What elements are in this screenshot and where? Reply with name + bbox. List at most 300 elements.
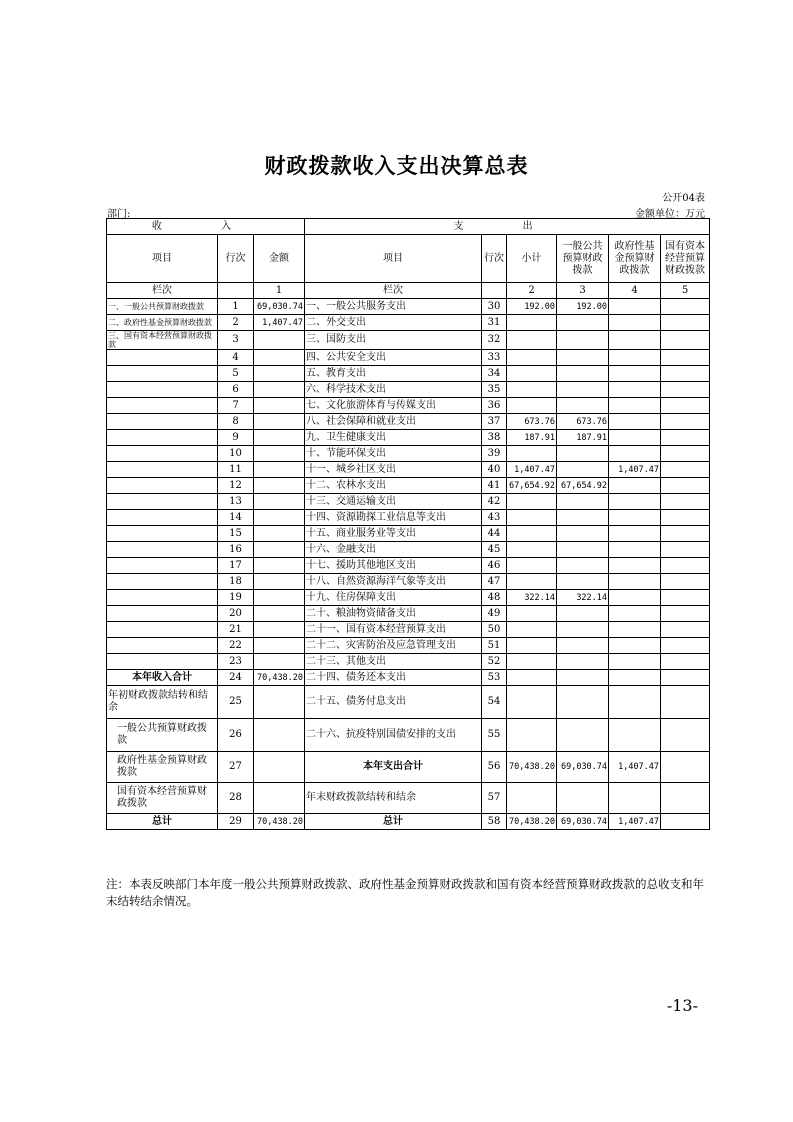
cell-subtotal: 673.76	[507, 414, 557, 430]
cell-gov-fund	[609, 558, 661, 574]
cell-general-budget	[557, 574, 609, 590]
cell-subtotal	[507, 783, 557, 814]
cell-in-line: 18	[218, 574, 254, 590]
cell-in-amount	[254, 638, 305, 654]
col-line: 行次	[218, 235, 254, 283]
cell-gov-fund	[609, 331, 661, 350]
cell-out-item: 九、卫生健康支出	[305, 430, 482, 446]
cell-general-budget	[557, 654, 609, 670]
cell-state-capital	[661, 719, 710, 752]
cell-in-item: 三、国有资本经营预算财政拨款	[107, 331, 218, 350]
cell-out-item: 十六、金融支出	[305, 542, 482, 558]
cell-subtotal	[507, 654, 557, 670]
cell-in-item: 一、一般公共预算财政拨款	[107, 299, 218, 315]
cell-in-line: 22	[218, 638, 254, 654]
cell-subtotal	[507, 558, 557, 574]
cell-in-amount	[254, 414, 305, 430]
cell-in-item	[107, 366, 218, 382]
cell-in-item	[107, 382, 218, 398]
cell-in-line: 9	[218, 430, 254, 446]
table-row	[107, 382, 710, 398]
cell-in-amount	[254, 574, 305, 590]
cell-state-capital	[661, 814, 710, 830]
table-row	[107, 510, 710, 526]
cell-out-line: 43	[482, 510, 507, 526]
table-body	[107, 219, 710, 830]
cell-in-line: 11	[218, 462, 254, 478]
cell-out-line: 39	[482, 446, 507, 462]
cell-gov-fund: 1,407.47	[609, 752, 661, 783]
cell-in-amount	[254, 752, 305, 783]
table-row	[107, 719, 710, 752]
table-row	[107, 398, 710, 414]
cell-out-item: 十八、自然资源海洋气象等支出	[305, 574, 482, 590]
income-header-text: 收 入	[151, 220, 260, 232]
unit-label: 金额单位：万元	[635, 209, 705, 220]
col-index-3: 3	[557, 283, 609, 299]
cell-general-budget	[557, 558, 609, 574]
footnote: 注：本表反映部门本年度一般公共预算财政拨款、政府性基金预算财政拨款和国有资本经营预算财政拨款的总收支和年末结转结余情况。	[106, 877, 704, 908]
cell-in-line: 25	[218, 686, 254, 719]
col-label-2: 栏次	[305, 283, 482, 299]
cell-in-line: 28	[218, 783, 254, 814]
cell-in-item	[107, 350, 218, 366]
cell-subtotal	[507, 542, 557, 558]
cell-state-capital	[661, 574, 710, 590]
expense-header	[305, 219, 710, 235]
cell-in-line: 20	[218, 606, 254, 622]
cell-in-item: 本年收入合计	[107, 670, 218, 686]
cell-out-item: 本年支出合计	[305, 752, 482, 783]
cell-general-budget: 69,030.74	[557, 752, 609, 783]
col-index-2: 2	[507, 283, 557, 299]
cell-in-amount: 70,438.20	[254, 814, 305, 830]
cell-subtotal	[507, 510, 557, 526]
cell-gov-fund	[609, 494, 661, 510]
cell-out-line: 54	[482, 686, 507, 719]
cell-subtotal: 322.14	[507, 590, 557, 606]
table-row	[107, 462, 710, 478]
cell-in-line: 26	[218, 719, 254, 752]
cell-in-item: 年初财政拨款结转和结余	[107, 686, 218, 719]
cell-general-budget	[557, 398, 609, 414]
cell-out-item: 二十六、抗疫特别国债安排的支出	[305, 719, 482, 752]
cell-out-line: 42	[482, 494, 507, 510]
cell-subtotal	[507, 526, 557, 542]
cell-in-line: 15	[218, 526, 254, 542]
cell-in-amount	[254, 686, 305, 719]
col-state-capital: 国有资本经营预算财政拨款	[661, 235, 710, 283]
cell-out-item: 二十五、债务付息支出	[305, 686, 482, 719]
cell-in-item	[107, 446, 218, 462]
cell-general-budget	[557, 638, 609, 654]
cell-state-capital	[661, 478, 710, 494]
cell-general-budget: 673.76	[557, 414, 609, 430]
table-row	[107, 430, 710, 446]
cell-out-line: 34	[482, 366, 507, 382]
cell-subtotal	[507, 382, 557, 398]
cell-out-item: 三、国防支出	[305, 331, 482, 350]
cell-in-line: 13	[218, 494, 254, 510]
cell-gov-fund	[609, 398, 661, 414]
cell-in-line: 6	[218, 382, 254, 398]
cell-state-capital	[661, 558, 710, 574]
cell-out-line: 38	[482, 430, 507, 446]
cell-in-line: 17	[218, 558, 254, 574]
table-row	[107, 542, 710, 558]
cell-state-capital	[661, 686, 710, 719]
cell-out-line: 44	[482, 526, 507, 542]
cell-subtotal	[507, 606, 557, 622]
page-title: 财政拨款收入支出决算总表	[264, 153, 529, 178]
cell-out-item: 八、社会保障和就业支出	[305, 414, 482, 430]
col-index-5: 5	[661, 283, 710, 299]
cell-subtotal	[507, 622, 557, 638]
cell-out-item: 二十一、国有资本经营预算支出	[305, 622, 482, 638]
cell-out-line: 35	[482, 382, 507, 398]
col-item: 项目	[107, 235, 218, 283]
cell-in-item	[107, 462, 218, 478]
cell-out-item: 一、一般公共服务支出	[305, 299, 482, 315]
header-row-columns	[107, 235, 710, 283]
cell-out-line: 57	[482, 783, 507, 814]
cell-general-budget	[557, 622, 609, 638]
table-row	[107, 686, 710, 719]
cell-state-capital	[661, 752, 710, 783]
cell-gov-fund	[609, 622, 661, 638]
cell-out-item: 七、文化旅游体育与传媒支出	[305, 398, 482, 414]
cell-gov-fund	[609, 382, 661, 398]
cell-subtotal	[507, 446, 557, 462]
cell-in-amount	[254, 430, 305, 446]
cell-out-item: 二、外交支出	[305, 315, 482, 331]
cell-state-capital	[661, 331, 710, 350]
col-line2: 行次	[482, 235, 507, 283]
cell-out-line: 55	[482, 719, 507, 752]
cell-out-line: 37	[482, 414, 507, 430]
cell-subtotal: 70,438.20	[507, 814, 557, 830]
cell-state-capital	[661, 414, 710, 430]
cell-in-line: 16	[218, 542, 254, 558]
cell-gov-fund	[609, 719, 661, 752]
cell-gov-fund	[609, 478, 661, 494]
cell-in-line: 21	[218, 622, 254, 638]
cell-out-item: 十四、资源勘探工业信息等支出	[305, 510, 482, 526]
cell-state-capital	[661, 638, 710, 654]
cell-subtotal	[507, 686, 557, 719]
table-row	[107, 350, 710, 366]
cell-gov-fund	[609, 446, 661, 462]
cell-gov-fund	[609, 542, 661, 558]
header-row-index	[107, 283, 710, 299]
table-row	[107, 638, 710, 654]
col-gov-fund: 政府性基金预算财政拨款	[609, 235, 661, 283]
cell-out-line: 41	[482, 478, 507, 494]
cell-out-line: 31	[482, 315, 507, 331]
cell-in-line: 19	[218, 590, 254, 606]
cell-out-line: 48	[482, 590, 507, 606]
cell-subtotal	[507, 670, 557, 686]
expense-header-text: 支 出	[453, 220, 561, 232]
table-row	[107, 654, 710, 670]
cell-gov-fund	[609, 670, 661, 686]
cell-out-line: 50	[482, 622, 507, 638]
cell-in-item	[107, 606, 218, 622]
cell-in-amount	[254, 558, 305, 574]
cell-general-budget	[557, 670, 609, 686]
cell-subtotal: 67,654.92	[507, 478, 557, 494]
cell-gov-fund	[609, 414, 661, 430]
cell-gov-fund	[609, 606, 661, 622]
cell-in-amount	[254, 606, 305, 622]
cell-gov-fund	[609, 315, 661, 331]
cell-in-line: 7	[218, 398, 254, 414]
cell-in-amount	[254, 494, 305, 510]
cell-in-amount	[254, 350, 305, 366]
cell-in-item	[107, 654, 218, 670]
cell-in-item	[107, 638, 218, 654]
cell-in-item: 二、政府性基金预算财政拨款	[107, 315, 218, 331]
cell-general-budget: 187.91	[557, 430, 609, 446]
table-row	[107, 670, 710, 686]
col-label: 栏次	[107, 283, 218, 299]
cell-in-amount	[254, 462, 305, 478]
col-general-budget: 一般公共预算财政拨款	[557, 235, 609, 283]
cell-gov-fund	[609, 638, 661, 654]
cell-in-amount	[254, 622, 305, 638]
cell-subtotal: 70,438.20	[507, 752, 557, 783]
cell-in-line: 5	[218, 366, 254, 382]
cell-in-line: 12	[218, 478, 254, 494]
cell-state-capital	[661, 315, 710, 331]
cell-general-budget	[557, 526, 609, 542]
table-row	[107, 315, 710, 331]
header-row-group	[107, 219, 710, 235]
table-row	[107, 331, 710, 350]
table-row	[107, 752, 710, 783]
cell-state-capital	[661, 590, 710, 606]
cell-gov-fund	[609, 350, 661, 366]
cell-out-item: 二十、粮油物资储备支出	[305, 606, 482, 622]
cell-gov-fund	[609, 590, 661, 606]
cell-in-amount	[254, 478, 305, 494]
table-row	[107, 494, 710, 510]
cell-state-capital	[661, 670, 710, 686]
cell-in-item	[107, 622, 218, 638]
cell-in-item	[107, 590, 218, 606]
table-row	[107, 814, 710, 830]
cell-subtotal: 1,407.47	[507, 462, 557, 478]
col-subtotal: 小计	[507, 235, 557, 283]
cell-state-capital	[661, 430, 710, 446]
cell-gov-fund	[609, 430, 661, 446]
cell-out-line: 52	[482, 654, 507, 670]
cell-general-budget	[557, 331, 609, 350]
cell-gov-fund: 1,407.47	[609, 814, 661, 830]
cell-in-item	[107, 510, 218, 526]
cell-in-amount	[254, 446, 305, 462]
cell-out-line: 47	[482, 574, 507, 590]
cell-subtotal	[507, 398, 557, 414]
cell-state-capital	[661, 462, 710, 478]
cell-in-line: 4	[218, 350, 254, 366]
cell-in-item	[107, 398, 218, 414]
cell-state-capital	[661, 494, 710, 510]
cell-state-capital	[661, 382, 710, 398]
col-index-1: 1	[254, 283, 305, 299]
table-row	[107, 783, 710, 814]
cell-gov-fund	[609, 510, 661, 526]
cell-subtotal	[507, 350, 557, 366]
cell-in-amount: 69,030.74	[254, 299, 305, 315]
cell-out-item: 十二、农林水支出	[305, 478, 482, 494]
cell-general-budget	[557, 446, 609, 462]
cell-general-budget: 192.00	[557, 299, 609, 315]
cell-in-item	[107, 430, 218, 446]
cell-out-item: 四、公共安全支出	[305, 350, 482, 366]
cell-out-item: 十五、商业服务业等支出	[305, 526, 482, 542]
table-row	[107, 414, 710, 430]
cell-out-item: 年末财政拨款结转和结余	[305, 783, 482, 814]
cell-out-item: 总计	[305, 814, 482, 830]
cell-in-item	[107, 542, 218, 558]
cell-general-budget	[557, 686, 609, 719]
cell-in-amount	[254, 542, 305, 558]
cell-general-budget	[557, 366, 609, 382]
cell-gov-fund	[609, 654, 661, 670]
cell-general-budget	[557, 462, 609, 478]
cell-out-item: 五、教育支出	[305, 366, 482, 382]
cell-in-item: 总计	[107, 814, 218, 830]
cell-subtotal	[507, 719, 557, 752]
cell-in-item: 政府性基金预算财政拨款	[107, 752, 218, 783]
col-label-empty	[218, 283, 254, 299]
cell-general-budget	[557, 542, 609, 558]
cell-in-line: 10	[218, 446, 254, 462]
cell-in-line: 3	[218, 331, 254, 350]
department-label: 部门:	[107, 209, 131, 220]
cell-out-line: 49	[482, 606, 507, 622]
cell-gov-fund	[609, 574, 661, 590]
cell-in-amount: 70,438.20	[254, 670, 305, 686]
cell-out-item: 十一、城乡社区支出	[305, 462, 482, 478]
cell-general-budget: 67,654.92	[557, 478, 609, 494]
cell-in-amount	[254, 366, 305, 382]
cell-in-amount	[254, 654, 305, 670]
cell-out-line: 40	[482, 462, 507, 478]
cell-general-budget	[557, 494, 609, 510]
cell-out-line: 56	[482, 752, 507, 783]
page-number: -13-	[666, 996, 698, 1015]
cell-out-item: 十三、交通运输支出	[305, 494, 482, 510]
cell-in-line: 1	[218, 299, 254, 315]
cell-state-capital	[661, 350, 710, 366]
cell-general-budget	[557, 350, 609, 366]
cell-in-amount: 1,407.47	[254, 315, 305, 331]
cell-state-capital	[661, 622, 710, 638]
cell-in-item: 一般公共预算财政拨款	[107, 719, 218, 752]
cell-general-budget: 322.14	[557, 590, 609, 606]
cell-general-budget	[557, 606, 609, 622]
cell-in-amount	[254, 783, 305, 814]
cell-subtotal	[507, 574, 557, 590]
cell-in-amount	[254, 382, 305, 398]
cell-gov-fund	[609, 526, 661, 542]
cell-out-item: 十、节能环保支出	[305, 446, 482, 462]
cell-in-line: 27	[218, 752, 254, 783]
cell-out-line: 33	[482, 350, 507, 366]
cell-gov-fund	[609, 686, 661, 719]
cell-in-item	[107, 478, 218, 494]
cell-out-item: 二十三、其他支出	[305, 654, 482, 670]
cell-subtotal	[507, 315, 557, 331]
cell-in-amount	[254, 510, 305, 526]
cell-out-item: 十九、住房保障支出	[305, 590, 482, 606]
cell-out-item: 二十二、灾害防治及应急管理支出	[305, 638, 482, 654]
cell-in-amount	[254, 719, 305, 752]
cell-subtotal	[507, 331, 557, 350]
cell-in-item	[107, 526, 218, 542]
cell-in-line: 23	[218, 654, 254, 670]
cell-general-budget	[557, 315, 609, 331]
cell-general-budget	[557, 719, 609, 752]
cell-in-line: 29	[218, 814, 254, 830]
cell-out-item: 十七、援助其他地区支出	[305, 558, 482, 574]
cell-state-capital	[661, 783, 710, 814]
table-row	[107, 622, 710, 638]
cell-out-line: 45	[482, 542, 507, 558]
cell-out-line: 58	[482, 814, 507, 830]
cell-in-item	[107, 414, 218, 430]
cell-in-amount	[254, 331, 305, 350]
table-row	[107, 446, 710, 462]
cell-general-budget: 69,030.74	[557, 814, 609, 830]
cell-subtotal	[507, 638, 557, 654]
table-row	[107, 558, 710, 574]
cell-state-capital	[661, 398, 710, 414]
cell-state-capital	[661, 606, 710, 622]
cell-general-budget	[557, 510, 609, 526]
cell-in-item	[107, 574, 218, 590]
cell-state-capital	[661, 446, 710, 462]
cell-in-amount	[254, 590, 305, 606]
cell-gov-fund	[609, 299, 661, 315]
cell-subtotal: 192.00	[507, 299, 557, 315]
cell-subtotal	[507, 366, 557, 382]
table-row	[107, 574, 710, 590]
cell-in-item	[107, 494, 218, 510]
col-index-4: 4	[609, 283, 661, 299]
cell-in-item	[107, 558, 218, 574]
col-label-empty-2	[482, 283, 507, 299]
cell-in-line: 14	[218, 510, 254, 526]
cell-out-line: 53	[482, 670, 507, 686]
cell-out-line: 30	[482, 299, 507, 315]
cell-in-amount	[254, 398, 305, 414]
table-row	[107, 478, 710, 494]
cell-gov-fund	[609, 366, 661, 382]
cell-state-capital	[661, 526, 710, 542]
form-number: 公开04表	[662, 193, 705, 204]
table-row	[107, 526, 710, 542]
cell-out-item: 六、科学技术支出	[305, 382, 482, 398]
cell-in-amount	[254, 526, 305, 542]
cell-general-budget	[557, 382, 609, 398]
cell-out-line: 46	[482, 558, 507, 574]
cell-state-capital	[661, 510, 710, 526]
table-row	[107, 606, 710, 622]
cell-subtotal	[507, 494, 557, 510]
